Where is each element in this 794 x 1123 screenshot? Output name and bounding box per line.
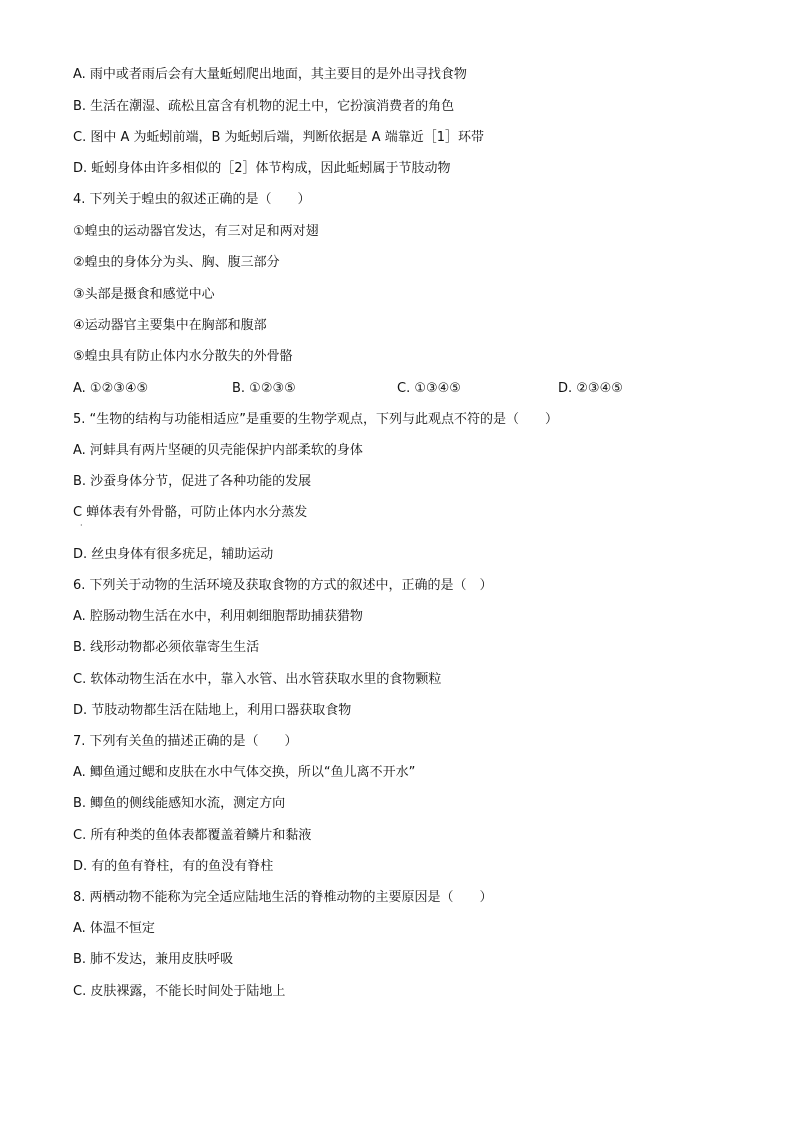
q6-option-c: C. 软体动物生活在水中，靠入水管、出水管获取水里的食物颗粒 [73,672,442,687]
q4-statement-2: ②蝗虫的身体分为头、胸、腹三部分 [73,255,280,270]
q5-option-b: B. 沙蚕身体分节，促进了各种功能的发展 [73,474,312,489]
q3-option-d: D. 蚯蚓身体由许多相似的［2］体节构成，因此蚯蚓属于节肢动物 [73,161,451,176]
q6-option-b: B. 线形动物都必须依靠寄生生活 [73,640,260,655]
q4-option-d: D. ②③④⑤ [558,381,623,396]
q4-option-a: A. ①②③④⑤ [73,381,149,396]
q8-stem: 8. 两栖动物不能称为完全适应陆地生活的脊椎动物的主要原因是（ ） [73,890,493,905]
q5-option-a: A. 河蚌具有两片坚硬的贝壳能保护内部柔软的身体 [73,443,363,458]
q8-option-b: B. 肺不发达，兼用皮肤呼吸 [73,952,234,967]
q6-option-d: D. 节肢动物都生活在陆地上，利用口器获取食物 [73,703,352,718]
q3-option-b: B. 生活在潮湿、疏松且富含有机物的泥土中，它扮演消费者的角色 [73,99,455,114]
q4-option-b: B. ①②③⑤ [232,381,296,396]
q3-option-c: C. 图中 A 为蚯蚓前端，B 为蚯蚓后端，判断依据是 A 端靠近［1］环带 [73,130,484,145]
q8-option-c: C. 皮肤裸露，不能长时间处于陆地上 [73,984,286,999]
q4-statement-4: ④运动器官主要集中在胸部和腹部 [73,318,267,333]
q7-option-d: D. 有的鱼有脊柱，有的鱼没有脊柱 [73,859,274,874]
q5-option-d: D. 丝虫身体有很多疣足，辅助运动 [73,547,274,562]
q7-option-a: A. 鲫鱼通过鳃和皮肤在水中气体交换，所以“鱼儿离不开水” [73,765,416,780]
q7-option-c: C. 所有种类的鱼体表都覆盖着鳞片和黏液 [73,828,312,843]
q7-stem: 7. 下列有关鱼的描述正确的是（ ） [73,734,298,749]
q3-option-a: A. 雨中或者雨后会有大量蚯蚓爬出地面，其主要目的是外出寻找食物 [73,67,467,82]
q8-option-a: A. 体温不恒定 [73,921,155,936]
q4-stem: 4. 下列关于蝗虫的叙述正确的是（ ） [73,192,311,207]
q6-stem: 6. 下列关于动物的生活环境及获取食物的方式的叙述中，正确的是（ ） [73,578,493,593]
q4-option-c: C. ①③④⑤ [397,381,461,396]
q4-statement-5: ⑤蝗虫具有防止体内水分散失的外骨骼 [73,349,293,364]
q7-option-b: B. 鲫鱼的侧线能感知水流，测定方向 [73,796,286,811]
q6-option-a: A. 腔肠动物生活在水中，利用刺细胞帮助捕获猎物 [73,609,363,624]
q5-stem: 5. “生物的结构与功能相适应”是重要的生物学观点，下列与此观点不符的是（ ） [73,412,559,427]
q5-option-c: C 蝉体表有外骨骼，可防止体内水分蒸发 [73,505,308,520]
stray-dot: · [80,521,83,530]
q4-statement-3: ③头部是摄食和感觉中心 [73,287,215,302]
q4-statement-1: ①蝗虫的运动器官发达，有三对足和两对翅 [73,224,319,239]
